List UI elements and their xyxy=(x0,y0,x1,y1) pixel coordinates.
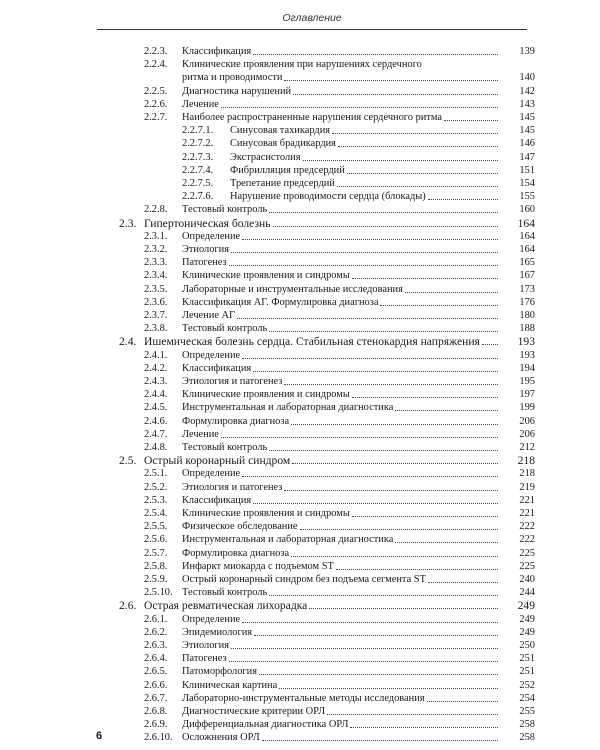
toc-entry-number: 2.2.7.2. xyxy=(182,138,214,150)
toc-entry[interactable] xyxy=(0,692,600,705)
toc-entry-page: 197 xyxy=(519,389,535,401)
toc-entry[interactable] xyxy=(0,401,600,414)
toc-dot-leader xyxy=(337,177,498,187)
toc-dot-leader xyxy=(350,718,498,728)
toc-entry-page: 176 xyxy=(519,296,535,308)
toc-entry-number: 2.5.3. xyxy=(144,494,168,506)
toc-dot-leader xyxy=(259,665,498,675)
toc-dot-leader xyxy=(336,560,498,570)
toc-entry-number: 2.2.6. xyxy=(144,98,168,110)
toc-entry-page: 199 xyxy=(519,402,535,414)
toc-dot-leader xyxy=(273,217,498,227)
toc-dot-leader xyxy=(291,547,498,557)
toc-entry[interactable] xyxy=(0,731,600,744)
toc-entry-number: 2.5.8. xyxy=(144,560,168,572)
toc-entry[interactable] xyxy=(0,85,600,98)
toc-entry-page: 188 xyxy=(519,323,535,335)
toc-entry-title: Лечение АГ xyxy=(182,310,236,321)
toc-entry-page: 219 xyxy=(519,481,535,493)
toc-entry-title: Определение xyxy=(182,468,241,480)
toc-dot-leader xyxy=(292,454,498,464)
toc-entry-number: 2.5. xyxy=(119,454,137,468)
toc-entry-title: Патогенез xyxy=(182,653,227,665)
toc-entry-number: 2.6.7. xyxy=(144,692,168,704)
toc-entry-number: 2.6.1. xyxy=(144,613,168,625)
toc-entry-number: 2.2.8. xyxy=(144,204,168,216)
toc-dot-leader xyxy=(347,164,498,174)
toc-entry-title: Синусовая брадикардия xyxy=(230,138,336,150)
toc-entry[interactable] xyxy=(0,481,600,494)
toc-entry[interactable] xyxy=(0,441,600,454)
toc-entry-title: Наиболее распространенные нарушения сердечного ритма xyxy=(182,112,443,123)
toc-entry-page: 221 xyxy=(519,508,535,519)
toc-entry[interactable] xyxy=(0,322,600,335)
toc-entry-title: Клинические проявления при нарушениях сердечного xyxy=(182,59,422,71)
toc-entry-number: 2.6.8. xyxy=(144,706,168,717)
toc-entry-title: Инструментальная и лабораторная диагностика xyxy=(182,402,394,414)
toc-entry-title: Этиология xyxy=(182,640,230,651)
toc-entry-number: 2.3.1. xyxy=(144,230,168,242)
toc-dot-leader xyxy=(352,507,498,517)
toc-entry-number: 2.3.8. xyxy=(144,323,168,335)
toc-entry-page: 221 xyxy=(519,494,535,506)
toc-dot-leader xyxy=(242,467,498,477)
toc-entry-page: 218 xyxy=(517,454,535,468)
toc-entry[interactable] xyxy=(0,599,600,612)
toc-entry-page: 164 xyxy=(517,216,535,230)
toc-entry[interactable] xyxy=(0,164,600,177)
toc-entry-page: 250 xyxy=(519,640,535,651)
toc-entry-number: 2.4.3. xyxy=(144,376,168,387)
toc-entry[interactable] xyxy=(0,718,600,731)
toc-entry-page: 193 xyxy=(517,335,535,349)
toc-entry-page: 154 xyxy=(519,178,535,189)
toc-entry[interactable] xyxy=(0,45,600,58)
toc-entry[interactable] xyxy=(0,665,600,678)
toc-entry[interactable] xyxy=(0,415,600,428)
toc-entry-page: 252 xyxy=(519,679,535,691)
toc-dot-leader xyxy=(395,401,498,411)
toc-entry-number: 2.2.7. xyxy=(144,112,168,123)
toc-entry-page: 218 xyxy=(519,468,535,480)
toc-entry-title: ритма и проводимости xyxy=(182,72,283,84)
toc-entry-number: 2.6.2. xyxy=(144,626,168,638)
toc-entry-page: 139 xyxy=(519,46,535,57)
toc-entry-page: 206 xyxy=(519,415,535,427)
toc-entry[interactable] xyxy=(0,217,600,230)
toc-dot-leader xyxy=(284,481,498,491)
toc-dot-leader xyxy=(253,494,498,504)
toc-entry-page: 240 xyxy=(519,574,535,585)
toc-dot-leader xyxy=(332,124,498,134)
toc-entry-number: 2.4.4. xyxy=(144,389,168,401)
toc-entry-title: Определение xyxy=(182,349,241,361)
toc-entry-page: 164 xyxy=(519,230,535,242)
toc-dot-leader xyxy=(444,111,498,121)
toc-entry-page: 142 xyxy=(519,85,535,97)
toc-entry-number: 2.2.4. xyxy=(144,59,168,71)
toc-entry-title: Классификация xyxy=(182,494,252,506)
toc-dot-leader xyxy=(242,230,498,240)
toc-entry-number: 2.5.6. xyxy=(144,534,168,546)
toc-entry-title: Ишемическая болезнь сердца. Стабильная стенокардия напряжения xyxy=(144,335,480,349)
toc-dot-leader xyxy=(242,613,498,623)
toc-entry[interactable] xyxy=(0,639,600,652)
running-head xyxy=(97,8,527,30)
toc-entry[interactable] xyxy=(0,507,600,520)
toc-dot-leader xyxy=(229,652,498,662)
toc-entry-page: 155 xyxy=(519,191,535,203)
toc-dot-leader xyxy=(221,428,498,438)
toc-entry-page: 251 xyxy=(519,666,535,678)
toc-entry-page: 160 xyxy=(519,204,535,216)
toc-entry-title: Формулировка диагноза xyxy=(182,547,290,559)
toc-entry[interactable] xyxy=(0,494,600,507)
toc-entry-number: 2.5.9. xyxy=(144,574,168,585)
toc-entry[interactable] xyxy=(0,428,600,441)
toc-entry-title: Лабораторные и инструментальные исследования xyxy=(182,283,403,295)
toc-entry-title: Экстрасистолия xyxy=(230,151,301,163)
toc-entry-title: Диагностические критерии ОРЛ xyxy=(182,706,326,717)
toc-entry-number: 2.5.7. xyxy=(144,547,168,559)
toc-entry-title: Клинические проявления и синдромы xyxy=(182,508,350,519)
toc-entry-title: Острая ревматическая лихорадка xyxy=(144,599,308,613)
toc-entry-page: 225 xyxy=(519,560,535,572)
toc-entry-number: 2.2.5. xyxy=(144,85,168,97)
toc-entry-page: 212 xyxy=(519,442,535,453)
toc-entry-title: Синусовая тахикардия xyxy=(230,125,331,137)
toc-entry-page: 225 xyxy=(519,547,535,559)
toc-entry-page: 193 xyxy=(519,349,535,361)
toc-entry[interactable] xyxy=(0,111,600,124)
toc-entry[interactable] xyxy=(0,98,600,111)
toc-entry-title: Острый коронарный синдром без подъема сегмента ST xyxy=(182,574,426,585)
toc-entry-number: 2.4.2. xyxy=(144,362,168,374)
toc-entry[interactable] xyxy=(0,626,600,639)
toc-dot-leader xyxy=(352,269,498,279)
toc-dot-leader xyxy=(380,296,498,306)
toc-entry[interactable] xyxy=(0,283,600,296)
toc-dot-leader xyxy=(395,533,498,543)
toc-entry-title: Фибрилляция предсердий xyxy=(230,164,345,176)
toc-dot-leader xyxy=(405,283,498,293)
toc-entry-page: 146 xyxy=(519,138,535,150)
toc-entry[interactable] xyxy=(0,137,600,150)
toc-entry-number: 2.6.4. xyxy=(144,653,168,665)
toc-entry-number: 2.6.5. xyxy=(144,666,168,678)
toc-entry-page: 194 xyxy=(519,362,535,374)
toc-entry-page: 143 xyxy=(519,98,535,110)
toc-dot-leader xyxy=(279,679,498,689)
toc-entry-number: 2.5.1. xyxy=(144,468,168,480)
toc-entry-number: 2.4.6. xyxy=(144,415,168,427)
toc-entry[interactable] xyxy=(0,349,600,362)
toc-entry-number: 2.5.5. xyxy=(144,521,168,533)
toc-entry-title: Клиническая картина xyxy=(182,679,278,691)
toc-entry-title: Классификация АГ. Формулировка диагноза xyxy=(182,296,379,308)
toc-dot-leader xyxy=(269,586,498,596)
toc-entry-page: 145 xyxy=(519,112,535,123)
toc-entry[interactable] xyxy=(0,296,600,309)
toc-entry[interactable] xyxy=(0,467,600,480)
toc-dot-leader xyxy=(269,203,498,213)
toc-dot-leader xyxy=(284,71,498,81)
toc-entry-number: 2.4.1. xyxy=(144,349,168,361)
toc-entry-title: Определение xyxy=(182,230,241,242)
toc-entry[interactable] xyxy=(0,375,600,388)
toc-entry-number: 2.2.7.6. xyxy=(182,191,214,203)
toc-dot-leader xyxy=(253,362,498,372)
toc-entry[interactable] xyxy=(0,243,600,256)
toc-entry-number: 2.5.10. xyxy=(144,587,173,599)
toc-entry-number: 2.2.7.5. xyxy=(182,178,214,189)
toc-entry-title: Тестовый контроль xyxy=(182,587,268,599)
toc-entry-number: 2.4.8. xyxy=(144,442,168,453)
toc-dot-leader xyxy=(300,520,498,530)
toc-entry-number: 2.3.6. xyxy=(144,296,168,308)
toc-entry-number: 2.3.4. xyxy=(144,270,168,282)
toc-entry[interactable] xyxy=(0,454,600,467)
toc-entry[interactable] xyxy=(0,573,600,586)
toc-entry-title: Осложнения ОРЛ xyxy=(182,732,260,744)
toc-entry-title: Физическое обследование xyxy=(182,521,298,533)
toc-entry-page: 167 xyxy=(519,270,535,282)
toc-entry-title: Инструментальная и лабораторная диагностика xyxy=(182,534,394,546)
toc-entry-page: 164 xyxy=(519,244,535,255)
toc-entry-title: Лечение xyxy=(182,428,219,440)
toc-dot-leader xyxy=(427,692,498,702)
toc-entry[interactable] xyxy=(0,309,600,322)
toc-entry-title: Лечение xyxy=(182,98,219,110)
toc-dot-leader xyxy=(309,599,498,609)
toc-dot-leader xyxy=(284,375,498,385)
toc-entry-title: Классификация xyxy=(182,46,252,57)
toc-entry-number: 2.3.2. xyxy=(144,244,168,255)
toc-entry-title: Клинические проявления и синдромы xyxy=(182,389,350,401)
toc-entry[interactable] xyxy=(0,679,600,692)
toc-entry-page: 258 xyxy=(519,719,535,731)
toc-dot-leader xyxy=(428,190,498,200)
toc-dot-leader xyxy=(237,309,498,319)
toc-dot-leader xyxy=(254,626,498,636)
toc-dot-leader xyxy=(269,441,498,451)
toc-entry-title: Тестовый контроль xyxy=(182,204,268,216)
toc-dot-leader xyxy=(291,415,498,425)
toc-entry[interactable] xyxy=(0,533,600,546)
toc-entry-title: Тестовый контроль xyxy=(182,323,268,335)
toc-entry-number: 2.5.2. xyxy=(144,481,168,493)
toc-dot-leader xyxy=(242,349,498,359)
toc-dot-leader xyxy=(338,137,498,147)
toc-entry-number: 2.4.5. xyxy=(144,402,168,414)
toc-entry-title: Гипертоническая болезнь xyxy=(144,216,271,230)
toc-entry-page: 151 xyxy=(519,164,535,176)
toc-entry-number: 2.3. xyxy=(119,216,137,230)
toc-entry-number: 2.2.7.4. xyxy=(182,164,214,176)
toc-entry-number: 2.6.3. xyxy=(144,640,168,651)
toc-entry-title: Диагностика нарушений xyxy=(182,85,292,97)
toc-entry-page: 249 xyxy=(519,626,535,638)
toc-dot-leader xyxy=(303,151,498,161)
toc-entry-page: 254 xyxy=(519,692,535,704)
toc-entry-page: 165 xyxy=(519,257,535,269)
toc-entry-number: 2.4. xyxy=(119,335,137,349)
toc-entry-page: 173 xyxy=(519,283,535,295)
toc-entry-number: 2.6.10. xyxy=(144,732,173,744)
toc-entry-title: Патоморфология xyxy=(182,666,257,678)
toc-entry-page: 255 xyxy=(519,706,535,717)
toc-entry-title: Этиология и патогенез xyxy=(182,376,283,387)
toc-entry[interactable] xyxy=(0,177,600,190)
toc-entry-title: Лабораторно-инструментальные методы исследования xyxy=(182,692,425,704)
toc-entry-page: 258 xyxy=(519,732,535,744)
toc-entry[interactable] xyxy=(0,362,600,375)
toc-entry-title: Определение xyxy=(182,613,241,625)
toc-entry[interactable] xyxy=(0,652,600,665)
toc-dot-leader xyxy=(231,639,498,649)
toc-entry-page: 222 xyxy=(519,534,535,546)
toc-entry-title: Острый коронарный синдром xyxy=(144,454,291,468)
toc-entry-title: Инфаркт миокарда с подъемом ST xyxy=(182,560,334,572)
toc-entry[interactable] xyxy=(0,58,600,71)
toc-entry-page: 195 xyxy=(519,376,535,387)
toc-entry-page: 244 xyxy=(519,587,535,599)
toc-entry-title: Дифференциальная диагностика ОРЛ xyxy=(182,719,349,731)
toc-entry-page: 222 xyxy=(519,521,535,533)
toc-entry-title: Клинические проявления и синдромы xyxy=(182,270,350,282)
toc-entry-title: Формулировка диагноза xyxy=(182,415,290,427)
toc-entry-number: 2.2.7.1. xyxy=(182,125,214,137)
toc-dot-leader xyxy=(482,335,498,345)
toc-entry[interactable] xyxy=(0,124,600,137)
toc-entry[interactable] xyxy=(0,547,600,560)
toc-entry[interactable] xyxy=(0,335,600,348)
toc-entry-page: 249 xyxy=(519,613,535,625)
toc-entry[interactable] xyxy=(0,269,600,282)
toc-entry-page: 140 xyxy=(519,72,535,84)
toc-entry-number: 2.5.4. xyxy=(144,508,168,519)
toc-entry[interactable] xyxy=(0,203,600,216)
toc-dot-leader xyxy=(327,705,498,715)
toc-entry[interactable] xyxy=(0,151,600,164)
toc-dot-leader xyxy=(262,731,498,741)
toc-entry-number: 2.6. xyxy=(119,599,137,613)
toc-entry[interactable] xyxy=(0,256,600,269)
toc-entry-number: 2.2.7.3. xyxy=(182,151,214,163)
toc-entry[interactable] xyxy=(0,388,600,401)
toc-entry-title: Трепетание предсердий xyxy=(230,178,335,189)
toc-entry-number: 2.2.3. xyxy=(144,46,168,57)
toc-dot-leader xyxy=(424,58,533,68)
toc-entry-title: Тестовый контроль xyxy=(182,442,268,453)
toc-entry-number: 2.6.9. xyxy=(144,719,168,731)
toc-entry-title: Этиология xyxy=(182,244,230,255)
toc-dot-leader xyxy=(352,388,498,398)
toc-entry-number: 2.3.3. xyxy=(144,257,168,269)
toc-entry-title: Нарушение проводимости сердца (блокады) xyxy=(230,191,426,203)
toc-dot-leader xyxy=(221,98,498,108)
toc-dot-leader xyxy=(253,45,498,55)
toc-dot-leader xyxy=(269,322,498,332)
toc-entry[interactable] xyxy=(0,520,600,533)
toc-dot-leader xyxy=(428,573,498,583)
toc-entry-page: 251 xyxy=(519,653,535,665)
running-head-title: Оглавление xyxy=(282,12,342,24)
toc-entry-title: Этиология и патогенез xyxy=(182,481,283,493)
toc-entry[interactable] xyxy=(0,560,600,573)
toc-entry[interactable] xyxy=(0,190,600,203)
toc-entry[interactable] xyxy=(0,71,600,84)
toc-entry-page: 249 xyxy=(517,599,535,613)
toc-entry-title: Классификация xyxy=(182,362,252,374)
toc-entry[interactable] xyxy=(0,230,600,243)
toc-dot-leader xyxy=(293,85,498,95)
toc-entry-title: Патогенез xyxy=(182,257,227,269)
toc-entry-page: 145 xyxy=(519,125,535,137)
toc-entry-number: 2.6.6. xyxy=(144,679,168,691)
toc-entry[interactable] xyxy=(0,586,600,599)
toc-entry-page: 147 xyxy=(519,151,535,163)
toc-dot-leader xyxy=(229,256,498,266)
toc-entry-number: 2.4.7. xyxy=(144,428,168,440)
toc-entry-title: Эпидемиология xyxy=(182,626,253,638)
toc-entry-page: 206 xyxy=(519,428,535,440)
page-number: 6 xyxy=(96,730,103,742)
toc-entry-page: 180 xyxy=(519,310,535,321)
toc-entry-number: 2.3.5. xyxy=(144,283,168,295)
toc-entry[interactable] xyxy=(0,705,600,718)
toc-entry-number: 2.3.7. xyxy=(144,310,168,321)
toc-entry[interactable] xyxy=(0,613,600,626)
toc-dot-leader xyxy=(231,243,498,253)
